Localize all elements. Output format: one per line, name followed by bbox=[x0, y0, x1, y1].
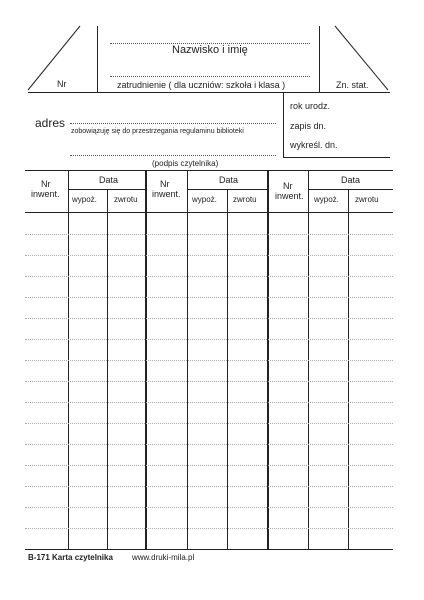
group-3-returned: zwrotu bbox=[355, 195, 379, 204]
group-3-nr: Nr bbox=[283, 181, 293, 191]
publisher-website: www.druki-mila.pl bbox=[132, 553, 195, 562]
group-1-date-subdivider bbox=[107, 189, 108, 549]
table-row-line bbox=[25, 444, 393, 445]
group-2-returned: zwrotu bbox=[233, 195, 257, 204]
table-header-divider bbox=[25, 212, 393, 213]
table-row-line bbox=[25, 381, 393, 382]
table-row-line bbox=[25, 507, 393, 508]
group-1-date: Data bbox=[99, 175, 119, 185]
table-row-line bbox=[25, 528, 393, 529]
removed-label: wykreśl. dn. bbox=[290, 140, 338, 150]
table-row-line bbox=[25, 297, 393, 298]
group-2-inv: inwent. bbox=[152, 189, 181, 199]
employment-label: zatrudnienie ( dla uczniów: szkoła i klasa ) bbox=[117, 80, 286, 90]
group-3-borrowed: wypoż. bbox=[314, 195, 339, 204]
table-bottom-border bbox=[25, 549, 393, 550]
birth-year-label: rok urodz. bbox=[290, 101, 331, 111]
group-2-date: Data bbox=[219, 175, 239, 185]
surname-label: Nazwisko i imię bbox=[172, 44, 248, 56]
group-3-inv: inwent. bbox=[275, 191, 304, 201]
group-2-borrowed: wypoż. bbox=[192, 195, 217, 204]
table-row-line bbox=[25, 255, 393, 256]
table-top-border bbox=[25, 170, 393, 171]
status-label: Zn. stat. bbox=[336, 80, 369, 90]
group-1-inv: inwent. bbox=[31, 189, 60, 199]
group-1-nr: Nr bbox=[41, 179, 51, 189]
group-3-date-divider bbox=[308, 189, 393, 190]
table-row-line bbox=[25, 318, 393, 319]
address-label: adres bbox=[35, 116, 66, 130]
nr-label: Nr bbox=[57, 79, 67, 89]
table-row-line bbox=[25, 486, 393, 487]
table-row-line bbox=[25, 276, 393, 277]
form-code: B-171 Karta czytelnika bbox=[28, 553, 113, 562]
group-1-borrowed: wypoż. bbox=[72, 195, 97, 204]
table-row-line bbox=[25, 360, 393, 361]
table-row-line bbox=[25, 234, 393, 235]
table-row-line bbox=[25, 423, 393, 424]
group-3-date-subdivider bbox=[348, 189, 349, 549]
group-2-nr: Nr bbox=[160, 179, 170, 189]
table-row-line bbox=[25, 402, 393, 403]
enrolled-label: zapis dn. bbox=[290, 121, 327, 131]
pledge-text: zobowiązuję się do przestrzegania regulaminu biblioteki bbox=[71, 128, 244, 135]
group-2-date-subdivider bbox=[227, 189, 228, 549]
signature-label: (podpis czytelnika) bbox=[152, 159, 219, 168]
group-3-date: Data bbox=[341, 175, 361, 185]
group-1-returned: zwrotu bbox=[114, 195, 138, 204]
table-row-line bbox=[25, 339, 393, 340]
table-row-line bbox=[25, 465, 393, 466]
